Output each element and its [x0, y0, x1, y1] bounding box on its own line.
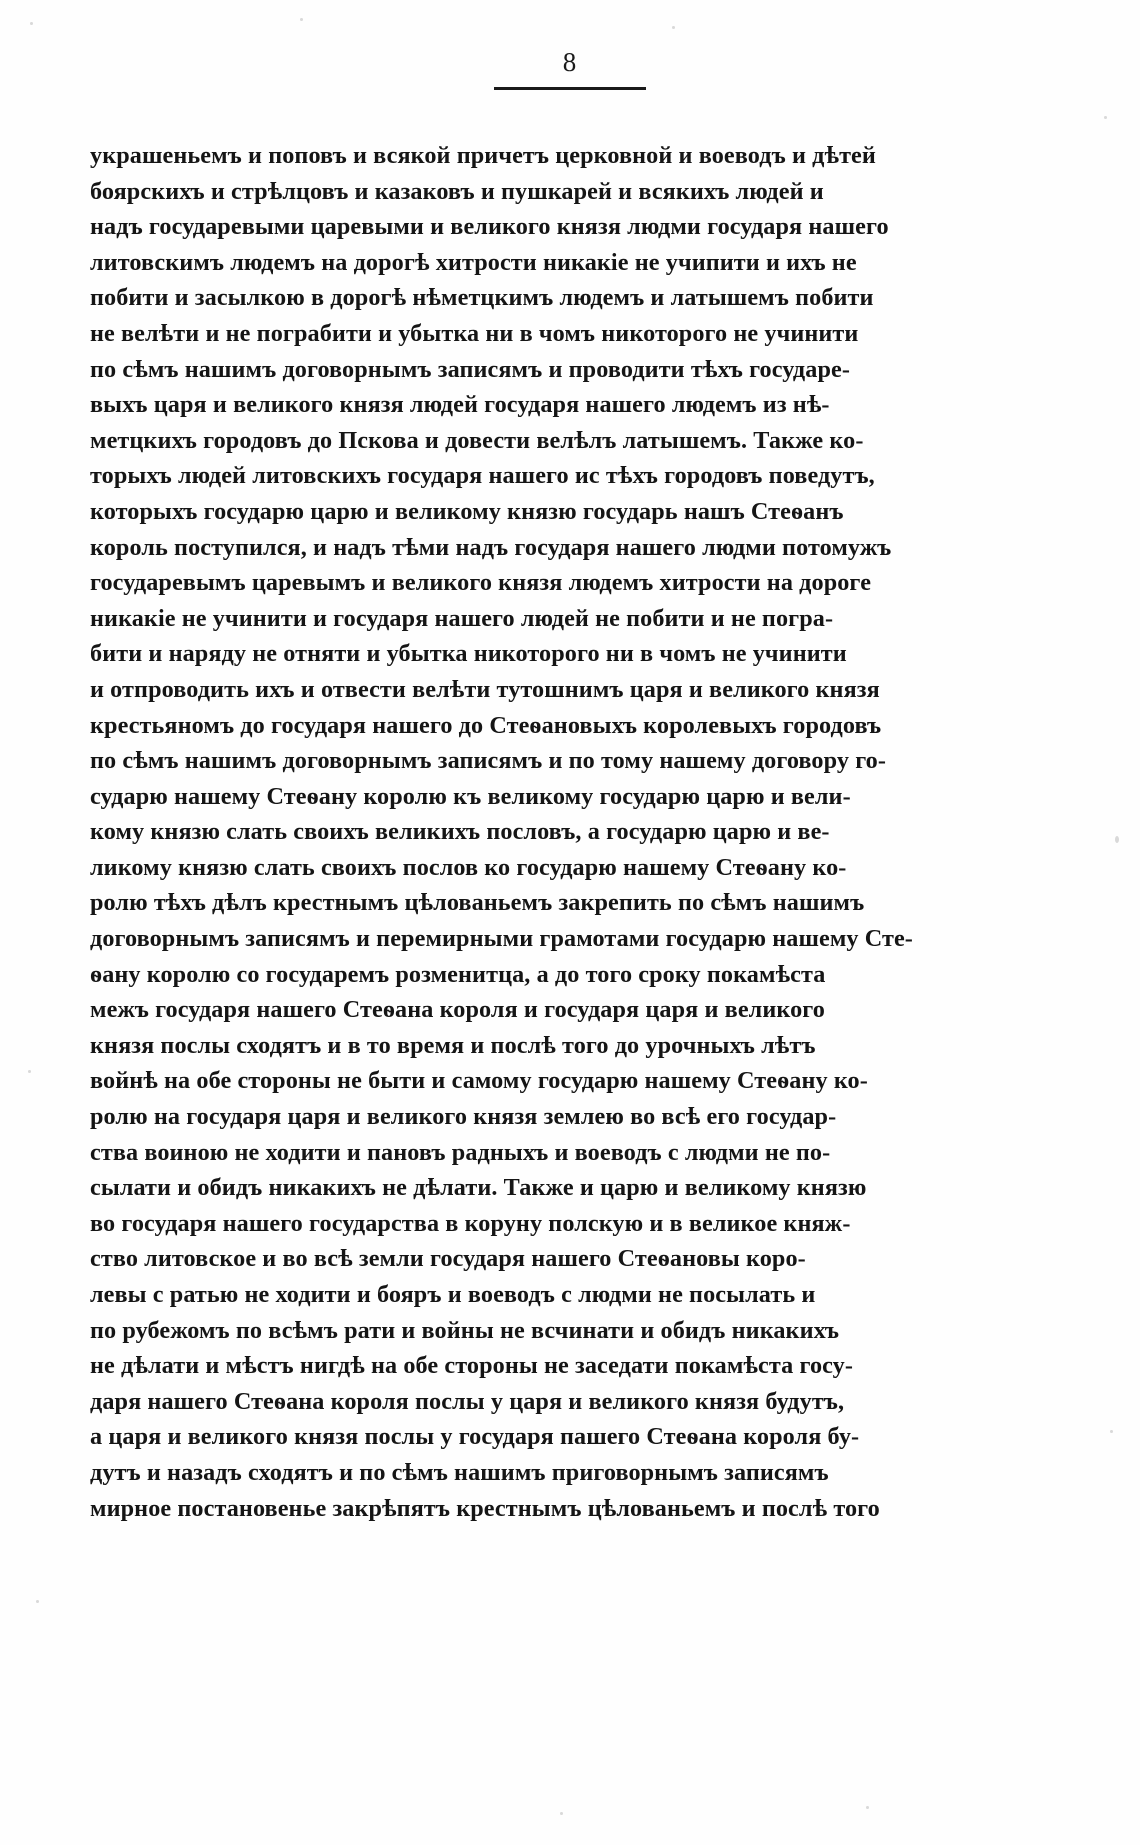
text-line: договорнымъ записямъ и перемирными грамотами государю нашему Сте- — [90, 925, 913, 953]
text-line: по сѣмъ нашимъ договорнымъ записямъ и по тому нашему договору го- — [90, 747, 887, 775]
scan-speck — [300, 18, 303, 21]
scan-speck — [560, 1812, 563, 1815]
text-line: ролю на государя царя и великого князя землею во всѣ его государ- — [90, 1103, 837, 1131]
scan-speck — [1115, 836, 1119, 843]
text-line: государевымъ царевымъ и великого князя людемъ хитрости на дороге — [90, 569, 872, 597]
text-line: ства воиною не ходити и пановъ радныхъ и воеводъ с людми не по- — [90, 1138, 831, 1166]
text-line: по сѣмъ нашимъ договорнымъ записямъ и проводити тѣхъ государе- — [90, 355, 851, 383]
text-line: кому князю слать своихъ великихъ пословъ, а государю царю и ве- — [90, 818, 830, 846]
scan-speck — [866, 1806, 869, 1809]
text-line: дутъ и назадъ сходятъ и по сѣмъ нашимъ приговорнымъ записямъ — [90, 1458, 829, 1486]
text-line: мирное постановенье закрѣпятъ крестнымъ цѣлованьемъ и послѣ того — [90, 1494, 880, 1522]
text-line: ликому князю слать своихъ послов ко государю нашему Стеѳану ко- — [90, 853, 847, 881]
text-line: которыхъ государю царю и великому князю государь нашъ Стеѳанъ — [90, 497, 844, 525]
body-text — [90, 138, 1053, 1526]
text-line: сылати и обидъ никакихъ не дѣлати. Также и царю и великому князю — [90, 1174, 867, 1202]
text-line: во государя нашего государства в коруну полскую и в великое княж- — [90, 1209, 851, 1237]
text-line: бити и наряду не отняти и убытка никоторого ни в чомъ не учинити — [90, 640, 847, 668]
text-line: ство литовское и во всѣ земли государя нашего Стеѳановы коро- — [90, 1245, 806, 1273]
text-line: по рубежомъ по всѣмъ рати и войны не всчинати и обидъ никакихъ — [90, 1316, 840, 1344]
text-line: даря нашего Стеѳана короля послы у царя и великого князя будутъ, — [90, 1387, 845, 1415]
scan-speck — [1110, 1430, 1113, 1433]
text-line: сударю нашему Стеѳану королю къ великому государю царю и вели- — [90, 782, 851, 810]
text-line: войнѣ на обе стороны не быти и самому государю нашему Стеѳану ко- — [90, 1067, 868, 1095]
text-line: украшеньемъ и поповъ и всякой причетъ церковной и воеводъ и дѣтей — [90, 142, 876, 169]
text-line: боярскихъ и стрѣлцовъ и казаковъ и пушкарей и всякихъ людей и — [90, 177, 824, 205]
text-line: не велѣти и не пограбити и убытка ни в чомъ никоторого не учинити — [90, 319, 859, 347]
page-header — [0, 48, 1140, 90]
text-line: побити и засылкою в дорогѣ нѣметцкимъ людемъ и латышемъ побити — [90, 284, 874, 312]
text-line: ролю тѣхъ дѣлъ крестнымъ цѣлованьемъ закрепить по сѣмъ нашимъ — [90, 889, 865, 917]
text-line: а царя и великого князя послы у государя пашего Стеѳана короля бу- — [90, 1423, 860, 1451]
paragraph — [90, 138, 1053, 1526]
page-number: 8 — [562, 47, 578, 77]
text-line: литовскимъ людемъ на дорогѣ хитрости никакіе не учипити и ихъ не — [90, 248, 857, 276]
scan-speck — [1104, 116, 1107, 119]
text-line: никакіе не учинити и государя нашего людей не побити и не погра- — [90, 604, 834, 632]
scan-speck — [30, 22, 33, 25]
text-line: метцкихъ городовъ до Пскова и довести велѣлъ латышемъ. Также ко- — [90, 426, 864, 454]
text-line: левы с ратью не ходити и бояръ и воеводъ с людми не посылать и — [90, 1281, 816, 1308]
scan-speck — [36, 1600, 39, 1603]
text-line: крестьяномъ до государя нашего до Стеѳановыхъ королевыхъ городовъ — [90, 711, 882, 739]
text-line: надъ государевыми царевыми и великого князя людми государя нашего — [90, 213, 889, 241]
text-line: и отпроводить ихъ и отвести велѣти тутошнимъ царя и великого князя — [90, 675, 880, 703]
text-line: не дѣлати и мѣстъ нигдѣ на обе стороны не заседати покамѣста госу- — [90, 1352, 854, 1380]
scan-speck — [28, 1070, 31, 1073]
scan-speck — [672, 26, 675, 29]
text-line: торыхъ людей литовскихъ государя нашего ис тѣхъ городовъ поведутъ, — [90, 462, 875, 490]
page-number-rule — [494, 87, 646, 90]
text-line: князя послы сходятъ и в то время и послѣ того до урочныхъ лѣтъ — [90, 1031, 816, 1059]
text-line: межъ государя нашего Стеѳана короля и государя царя и великого — [90, 996, 825, 1024]
text-line: выхъ царя и великого князя людей государя нашего людемъ из нѣ- — [90, 391, 830, 419]
text-line: король поступился, и надъ тѣми надъ государя нашего людми потомужъ — [90, 533, 892, 561]
text-line: ѳану королю со государемъ розменитца, а до того сроку покамѣста — [90, 960, 826, 988]
